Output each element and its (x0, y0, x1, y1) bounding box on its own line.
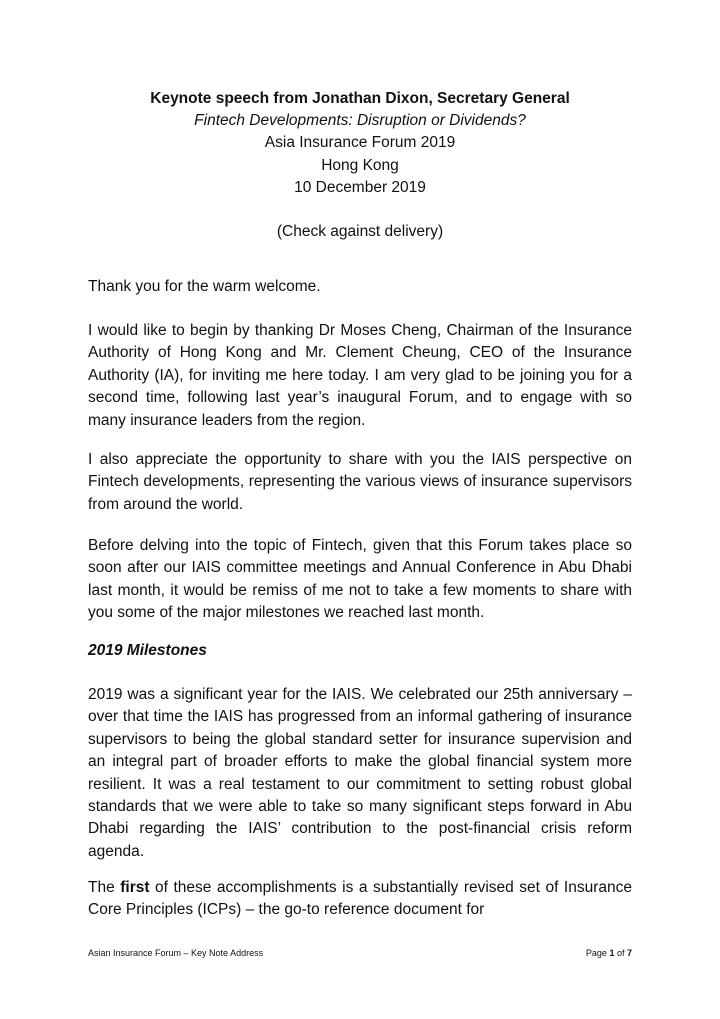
paragraph-text (88, 877, 632, 922)
paragraph-text: Before delving into the topic of Fintech, given that this Forum takes place so soon after our IAIS committee meetings and Annual Conference in Abu Dhabi last month, it would be remiss of me not to take a few moments to share with you some of the major milestones we reached last month. (88, 537, 632, 622)
paragraph-text: I would like to begin by thanking Dr Moses Cheng, Chairman of the Insurance Authority of Hong Kong and Mr. Clement Cheung, CEO of the Insurance Authority (IA), for inviting me here today. I am very glad to be joining you for a second time, following last year’s inaugural Forum, and to engage with so many insurance leaders from the region. (88, 322, 632, 429)
paragraph-perspective (88, 449, 632, 516)
page-number (586, 947, 632, 959)
event-location: Hong Kong (321, 156, 399, 174)
page-label: Page (585, 948, 610, 958)
emphasis-first: first (120, 879, 150, 896)
section-milestones (88, 640, 632, 662)
document-header (0, 88, 720, 243)
page-footer (88, 947, 632, 959)
speech-title: Keynote speech from Jonathan Dixon, Secretary General (150, 90, 570, 107)
footer-document-label: Asian Insurance Forum – Key Note Address (88, 948, 264, 958)
section-heading: 2019 Milestones (88, 642, 207, 659)
paragraph-text: Thank you for the warm welcome. (88, 278, 321, 295)
paragraph-thanks (88, 320, 632, 432)
paragraph-text: I also appreciate the opportunity to share with you the IAIS perspective on Fintech developments, representing the various views of insurance supervisors from around the world. (88, 451, 632, 513)
page-current: 1 (609, 948, 615, 958)
paragraph-continuation: of these accomplishments is a substantially revised set of Insurance Core Principles (ICPs) – the go-to reference document for (88, 879, 633, 919)
paragraph-lead: The (88, 879, 121, 896)
paragraph-milestones-intro (88, 535, 632, 625)
paragraph-first-accomplishment (88, 877, 632, 922)
paragraph-welcome (88, 276, 632, 298)
event-date: 10 December 2019 (294, 178, 426, 196)
page-total: 7 (626, 948, 632, 958)
paragraph-text: 2019 was a significant year for the IAIS. We celebrated our 25th anniversary – over that time the IAIS has progressed from an informal gathering of insurance supervisors to being the global standard setter for insurance supervision and an integral part of broader efforts to make the global financial system more resilient. It was a real testament to our commitment to setting robust global standards that we were able to take so many significant steps forward in Abu Dhabi regarding the IAIS’ contribution to the post-financial crisis reform agenda. (88, 686, 632, 860)
page-of-label: of (614, 948, 627, 958)
paragraph-significant-year (88, 684, 632, 863)
speech-subtitle: Fintech Developments: Disruption or Dividends? (194, 112, 526, 130)
delivery-note: (Check against delivery) (276, 223, 444, 241)
event-name: Asia Insurance Forum 2019 (264, 134, 456, 152)
